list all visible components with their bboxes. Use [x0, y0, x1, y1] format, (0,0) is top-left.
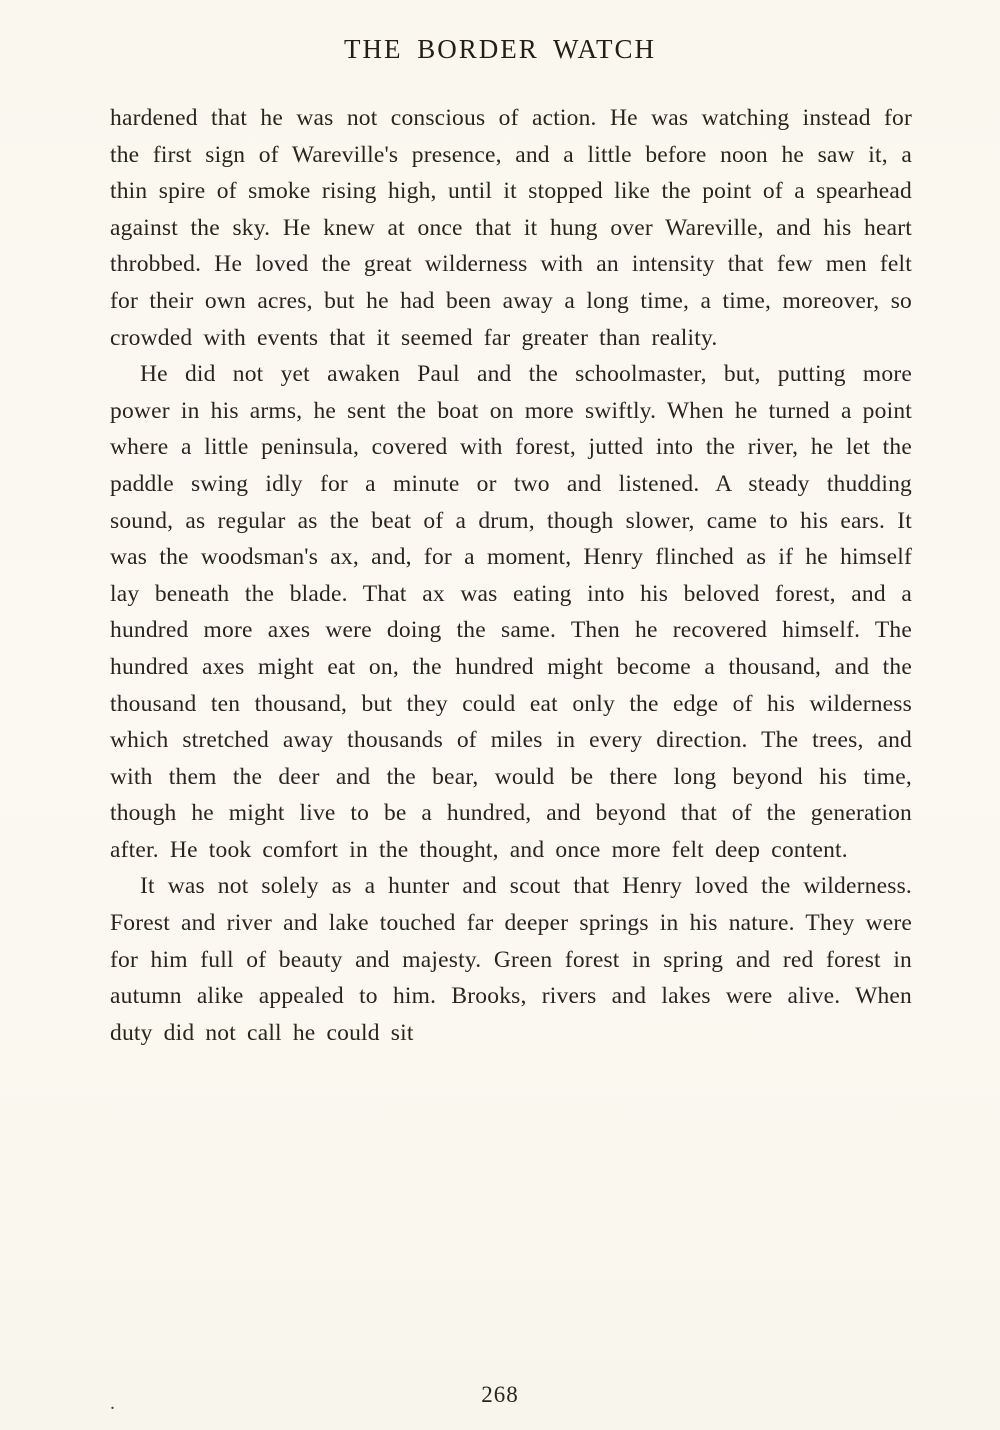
paragraph: He did not yet awaken Paul and the schoolmaster, but, putting more power in his arms, he sent the boat on more swiftly. When he turned a point where a little peninsula, covered with forest, jutted into the river, he let the paddle swing idly for a minute or two and listened. A steady thudding sound, as regular as the beat of a drum, though slower, came to his ears. It was the woodsman's ax, and, for a moment, Henry flinched as if he himself lay beneath the blade. That ax was eating into his beloved forest, and a hundred more axes were doing the same. Then he recovered himself. The hundred axes might eat on, the hundred might become a thousand, and the thousand ten thousand, but they could eat only the edge of his wilderness which stretched away thousands of miles in every direction. The trees, and with them the deer and the bear, would be there long beyond his time, though he might live to be a hundred, and beyond that of the generation after. He took comfort in the thought, and once more felt deep content. — [110, 361, 912, 863]
page-number: 268 — [481, 1382, 519, 1407]
running-head-title: THE BORDER WATCH — [343, 34, 656, 64]
body-text — [110, 100, 912, 1051]
stray-ink-mark: . — [110, 1392, 115, 1414]
paragraph: It was not solely as a hunter and scout that Henry loved the wilderness. Forest and river and lake touched far deeper springs in his nature. They were for him full of beauty and majesty. Green forest in spring and red forest in autumn alike appealed to him. Brooks, rivers and lakes were alive. When duty did not call he could sit — [110, 873, 912, 1046]
paragraph: hardened that he was not conscious of action. He was watching instead for the first sign of Wareville's presence, and a little before noon he saw it, a thin spire of smoke rising high, until it stopped like the point of a spearhead against the sky. He knew at once that it hung over Wareville, and his heart throbbed. He loved the great wilderness with an intensity that few men felt for their own acres, but he had been away a long time, a time, moreover, so crowded with events that it seemed far greater than reality. — [110, 105, 912, 351]
